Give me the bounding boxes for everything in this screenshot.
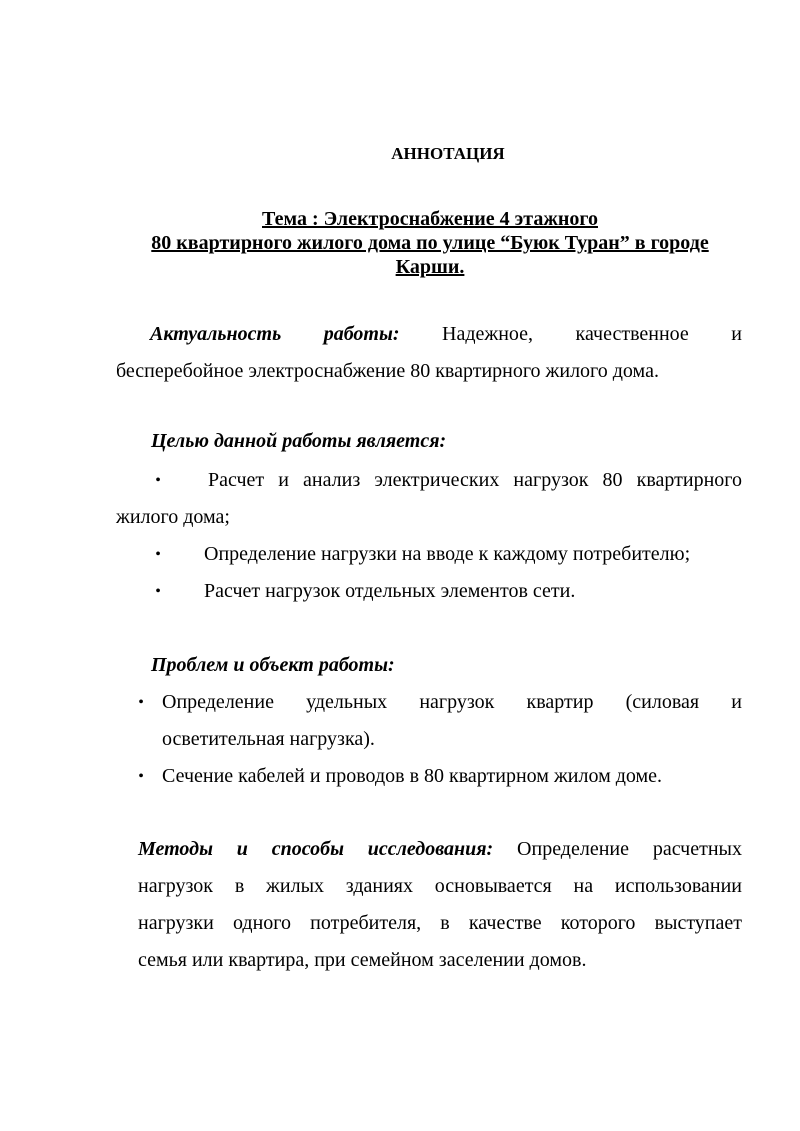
- methods-line-2: нагрузок в жилых зданиях основывается на использовании: [138, 875, 742, 897]
- problem-item-continuation: осветительная нагрузка).: [162, 728, 375, 750]
- goal-item-text: Расчет нагрузок отдельных элементов сети.: [204, 580, 576, 602]
- list-item: [116, 684, 742, 758]
- goal-item-text: Определение нагрузки на вводе к каждому потребителю;: [204, 543, 691, 565]
- goals-title: Целью данной работы является:: [151, 430, 447, 452]
- goals-list: [116, 462, 742, 610]
- bullet-icon: •: [138, 694, 144, 711]
- relevance-paragraph: [116, 316, 742, 390]
- relevance-second-line: бесперебойное электроснабжение 80 квартирного жилого дома.: [116, 360, 659, 382]
- bullet-icon: •: [155, 583, 161, 600]
- methods-line-4: семья или квартира, при семейном заселении домов.: [138, 949, 587, 971]
- problems-title: Проблем и объект работы:: [151, 654, 395, 676]
- methods-text: Определение расчетных: [517, 838, 742, 860]
- relevance-text: Надежное, качественное и: [442, 323, 742, 345]
- topic-line-2: 80 квартирного жилого дома по улице “Буюк Туран” в городе: [151, 232, 709, 254]
- methods-label: Методы и способы исследования:: [138, 838, 494, 860]
- list-item: [116, 462, 742, 536]
- bullet-icon: •: [155, 546, 161, 563]
- problem-item-text: Определение удельных нагрузок квартир (силовая и: [162, 691, 742, 713]
- methods-first-line: [138, 831, 742, 868]
- problems-list: [116, 684, 742, 795]
- topic-line-3: Карши.: [395, 256, 465, 278]
- list-item: [116, 536, 742, 573]
- methods-paragraph: [138, 831, 742, 979]
- problem-item-text: Сечение кабелей и проводов в 80 квартирном жилом доме.: [162, 765, 663, 787]
- list-item: [116, 758, 742, 795]
- relevance-label: Актуальность работы:: [150, 323, 400, 345]
- bullet-icon: •: [155, 472, 161, 489]
- annotation-heading: АННОТАЦИЯ: [391, 144, 505, 163]
- goal-item-text: Расчет и анализ электрических нагрузок 80 квартирного: [208, 469, 742, 491]
- goal-item-continuation: жилого дома;: [116, 506, 230, 528]
- bullet-icon: •: [138, 768, 144, 785]
- topic-title: [110, 207, 750, 279]
- list-item: [116, 573, 742, 610]
- topic-line-1: Тема : Электроснабжение 4 этажного: [262, 208, 598, 230]
- methods-line-3: нагрузки одного потребителя, в качестве которого выступает: [138, 912, 742, 934]
- relevance-first-line: [116, 316, 742, 353]
